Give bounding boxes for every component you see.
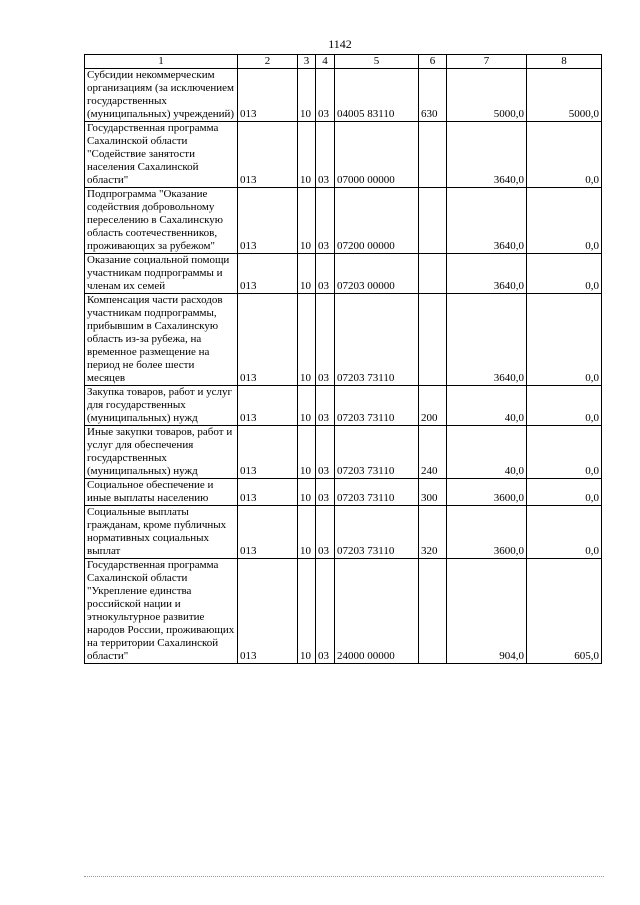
- table-row: [85, 69, 602, 122]
- column-header: 7: [447, 55, 527, 69]
- target-article-code: 07203 73110: [335, 294, 419, 386]
- target-article-code: 07203 73110: [335, 479, 419, 506]
- amount-year-1: 3640,0: [447, 188, 527, 254]
- row-name: Субсидии некоммерческим организациям (за исключением государственных (муниципальных) учреждений): [85, 69, 238, 122]
- amount-year-1: 904,0: [447, 559, 527, 664]
- budget-table: [84, 54, 602, 664]
- column-header: 4: [316, 55, 335, 69]
- header-row: [85, 55, 602, 69]
- subsection-code: 03: [316, 506, 335, 559]
- column-header: 6: [419, 55, 447, 69]
- section-code: 10: [298, 426, 316, 479]
- amount-year-2: 0,0: [527, 386, 602, 426]
- table-row: [85, 122, 602, 188]
- row-name: Государственная программа Сахалинской области "Укрепление единства российской нации и этнокультурное развитие народов России, проживающих на территории Сахалинской области": [85, 559, 238, 664]
- subsection-code: 03: [316, 386, 335, 426]
- target-article-code: 07203 73110: [335, 506, 419, 559]
- table-row: [85, 426, 602, 479]
- ministry-code: 013: [238, 506, 298, 559]
- subsection-code: 03: [316, 122, 335, 188]
- amount-year-1: 3640,0: [447, 294, 527, 386]
- expense-type-code: [419, 254, 447, 294]
- column-header: 1: [85, 55, 238, 69]
- table-row: [85, 386, 602, 426]
- target-article-code: 07200 00000: [335, 188, 419, 254]
- table-row: [85, 188, 602, 254]
- expense-type-code: [419, 294, 447, 386]
- section-code: 10: [298, 188, 316, 254]
- expense-type-code: [419, 188, 447, 254]
- amount-year-2: 0,0: [527, 506, 602, 559]
- ministry-code: 013: [238, 426, 298, 479]
- row-name: Государственная программа Сахалинской области "Содействие занятости населения Сахалинской области": [85, 122, 238, 188]
- table-row: [85, 479, 602, 506]
- amount-year-1: 5000,0: [447, 69, 527, 122]
- ministry-code: 013: [238, 188, 298, 254]
- section-code: 10: [298, 294, 316, 386]
- target-article-code: 24000 00000: [335, 559, 419, 664]
- target-article-code: 07000 00000: [335, 122, 419, 188]
- ministry-code: 013: [238, 254, 298, 294]
- row-name: Оказание социальной помощи участникам подпрограммы и членам их семей: [85, 254, 238, 294]
- amount-year-2: 605,0: [527, 559, 602, 664]
- table-row: [85, 254, 602, 294]
- ministry-code: 013: [238, 479, 298, 506]
- amount-year-1: 3640,0: [447, 254, 527, 294]
- subsection-code: 03: [316, 479, 335, 506]
- ministry-code: 013: [238, 122, 298, 188]
- amount-year-1: 3600,0: [447, 506, 527, 559]
- row-name: Социальные выплаты гражданам, кроме публичных нормативных социальных выплат: [85, 506, 238, 559]
- page-number: 1142: [328, 37, 352, 51]
- row-name: Закупка товаров, работ и услуг для государственных (муниципальных) нужд: [85, 386, 238, 426]
- subsection-code: 03: [316, 254, 335, 294]
- section-code: 10: [298, 386, 316, 426]
- amount-year-2: 0,0: [527, 479, 602, 506]
- target-article-code: 07203 73110: [335, 426, 419, 479]
- amount-year-1: 40,0: [447, 386, 527, 426]
- column-header: 3: [298, 55, 316, 69]
- expense-type-code: 630: [419, 69, 447, 122]
- section-code: 10: [298, 122, 316, 188]
- section-code: 10: [298, 479, 316, 506]
- subsection-code: 03: [316, 294, 335, 386]
- expense-type-code: 320: [419, 506, 447, 559]
- amount-year-1: 40,0: [447, 426, 527, 479]
- ministry-code: 013: [238, 386, 298, 426]
- section-code: 10: [298, 254, 316, 294]
- expense-type-code: 300: [419, 479, 447, 506]
- subsection-code: 03: [316, 426, 335, 479]
- section-code: 10: [298, 559, 316, 664]
- amount-year-2: 0,0: [527, 426, 602, 479]
- amount-year-2: 0,0: [527, 122, 602, 188]
- row-name: Компенсация части расходов участникам подпрограммы, прибывшим в Сахалинскую область из-за рубежа, на временное размещение на период не более шести месяцев: [85, 294, 238, 386]
- column-header: 8: [527, 55, 602, 69]
- amount-year-2: 5000,0: [527, 69, 602, 122]
- amount-year-1: 3640,0: [447, 122, 527, 188]
- table-row: [85, 294, 602, 386]
- expense-type-code: 240: [419, 426, 447, 479]
- column-header: 5: [335, 55, 419, 69]
- row-name: Иные закупки товаров, работ и услуг для обеспечения государственных (муниципальных) нужд: [85, 426, 238, 479]
- ministry-code: 013: [238, 294, 298, 386]
- subsection-code: 03: [316, 188, 335, 254]
- table-row: [85, 559, 602, 664]
- subsection-code: 03: [316, 69, 335, 122]
- row-name: Социальное обеспечение и иные выплаты населению: [85, 479, 238, 506]
- amount-year-2: 0,0: [527, 188, 602, 254]
- target-article-code: 07203 00000: [335, 254, 419, 294]
- ministry-code: 013: [238, 69, 298, 122]
- target-article-code: 07203 73110: [335, 386, 419, 426]
- expense-type-code: [419, 122, 447, 188]
- ministry-code: 013: [238, 559, 298, 664]
- column-header: 2: [238, 55, 298, 69]
- amount-year-1: 3600,0: [447, 479, 527, 506]
- bottom-rule: [84, 876, 604, 877]
- expense-type-code: [419, 559, 447, 664]
- table-row: [85, 506, 602, 559]
- target-article-code: 04005 83110: [335, 69, 419, 122]
- section-code: 10: [298, 69, 316, 122]
- amount-year-2: 0,0: [527, 254, 602, 294]
- subsection-code: 03: [316, 559, 335, 664]
- section-code: 10: [298, 506, 316, 559]
- amount-year-2: 0,0: [527, 294, 602, 386]
- expense-type-code: 200: [419, 386, 447, 426]
- row-name: Подпрограмма "Оказание содействия добровольному переселению в Сахалинскую область соотечественников, проживающих за рубежом": [85, 188, 238, 254]
